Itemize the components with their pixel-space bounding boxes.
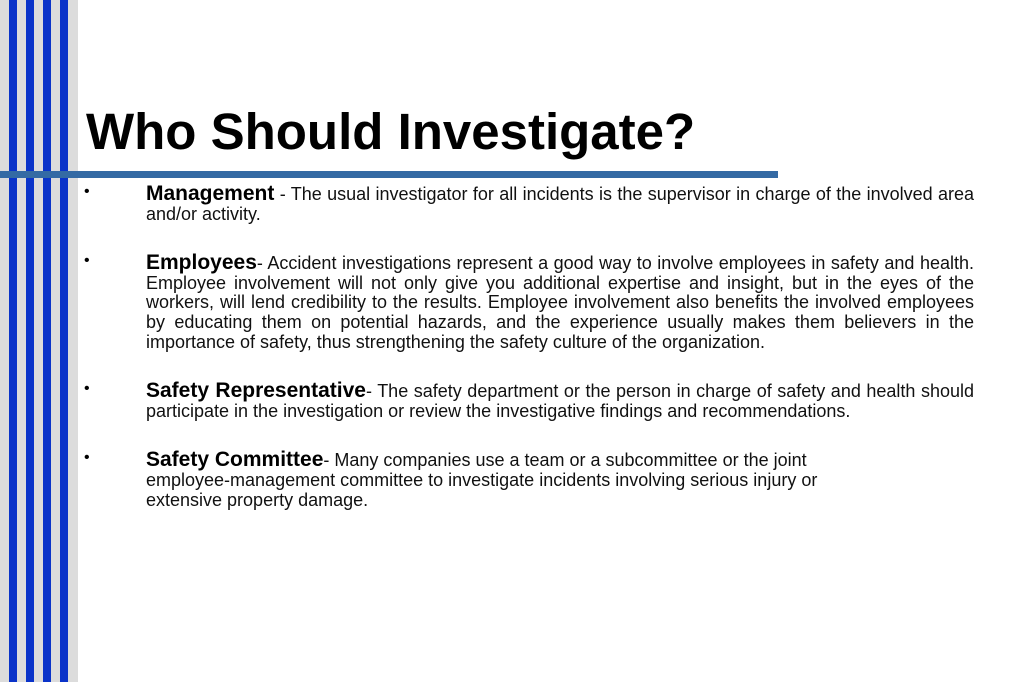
bullet-term: Safety Committee — [146, 448, 324, 472]
bullet-text: - Many companies use a team or a subcommittee or the joint employee-management committee to investigate incidents involving serious injury or extensive property damage. — [146, 450, 818, 510]
bullet-text: - The safety department or the person in charge of safety and health should participate in the investigation or review the investigative findings and recommendations. — [146, 381, 975, 421]
bullet-term: Safety Representative — [146, 379, 366, 403]
bullet-icon: • — [84, 449, 90, 467]
bullet-term: Employees — [146, 251, 257, 275]
bullet-item-safety-committee — [84, 450, 974, 510]
stripe — [9, 0, 17, 682]
bullet-item-employees — [84, 253, 974, 352]
bullet-term: Management — [146, 182, 275, 205]
bullet-item-management — [84, 184, 974, 224]
bullet-item-safety-representative — [84, 381, 974, 421]
bullet-icon: • — [84, 380, 90, 398]
title-underline — [0, 171, 778, 178]
slide-title: Who Should Investigate? — [86, 103, 696, 160]
bullet-text: - The usual investigator for all incidents is the supervisor in charge of the involved area and/or activity. — [146, 184, 974, 224]
bullet-text: - Accident investigations represent a good way to involve employees in safety and health. Employee involvement will not only give you additional expertise and insight, but in the eyes of the workers, will lend credibility to the results. Employee involvement also benefits the involved employees by educating them on potential hazards, and the experience usually makes them believers in the importance of safety, thus strengthening the safety culture of the organization. — [146, 253, 974, 352]
stripe — [43, 0, 51, 682]
decorative-stripes — [0, 0, 78, 682]
bullet-list — [84, 184, 974, 510]
bullet-icon: • — [84, 183, 90, 200]
bullet-icon: • — [84, 252, 90, 270]
stripe — [60, 0, 68, 682]
stripe — [26, 0, 34, 682]
